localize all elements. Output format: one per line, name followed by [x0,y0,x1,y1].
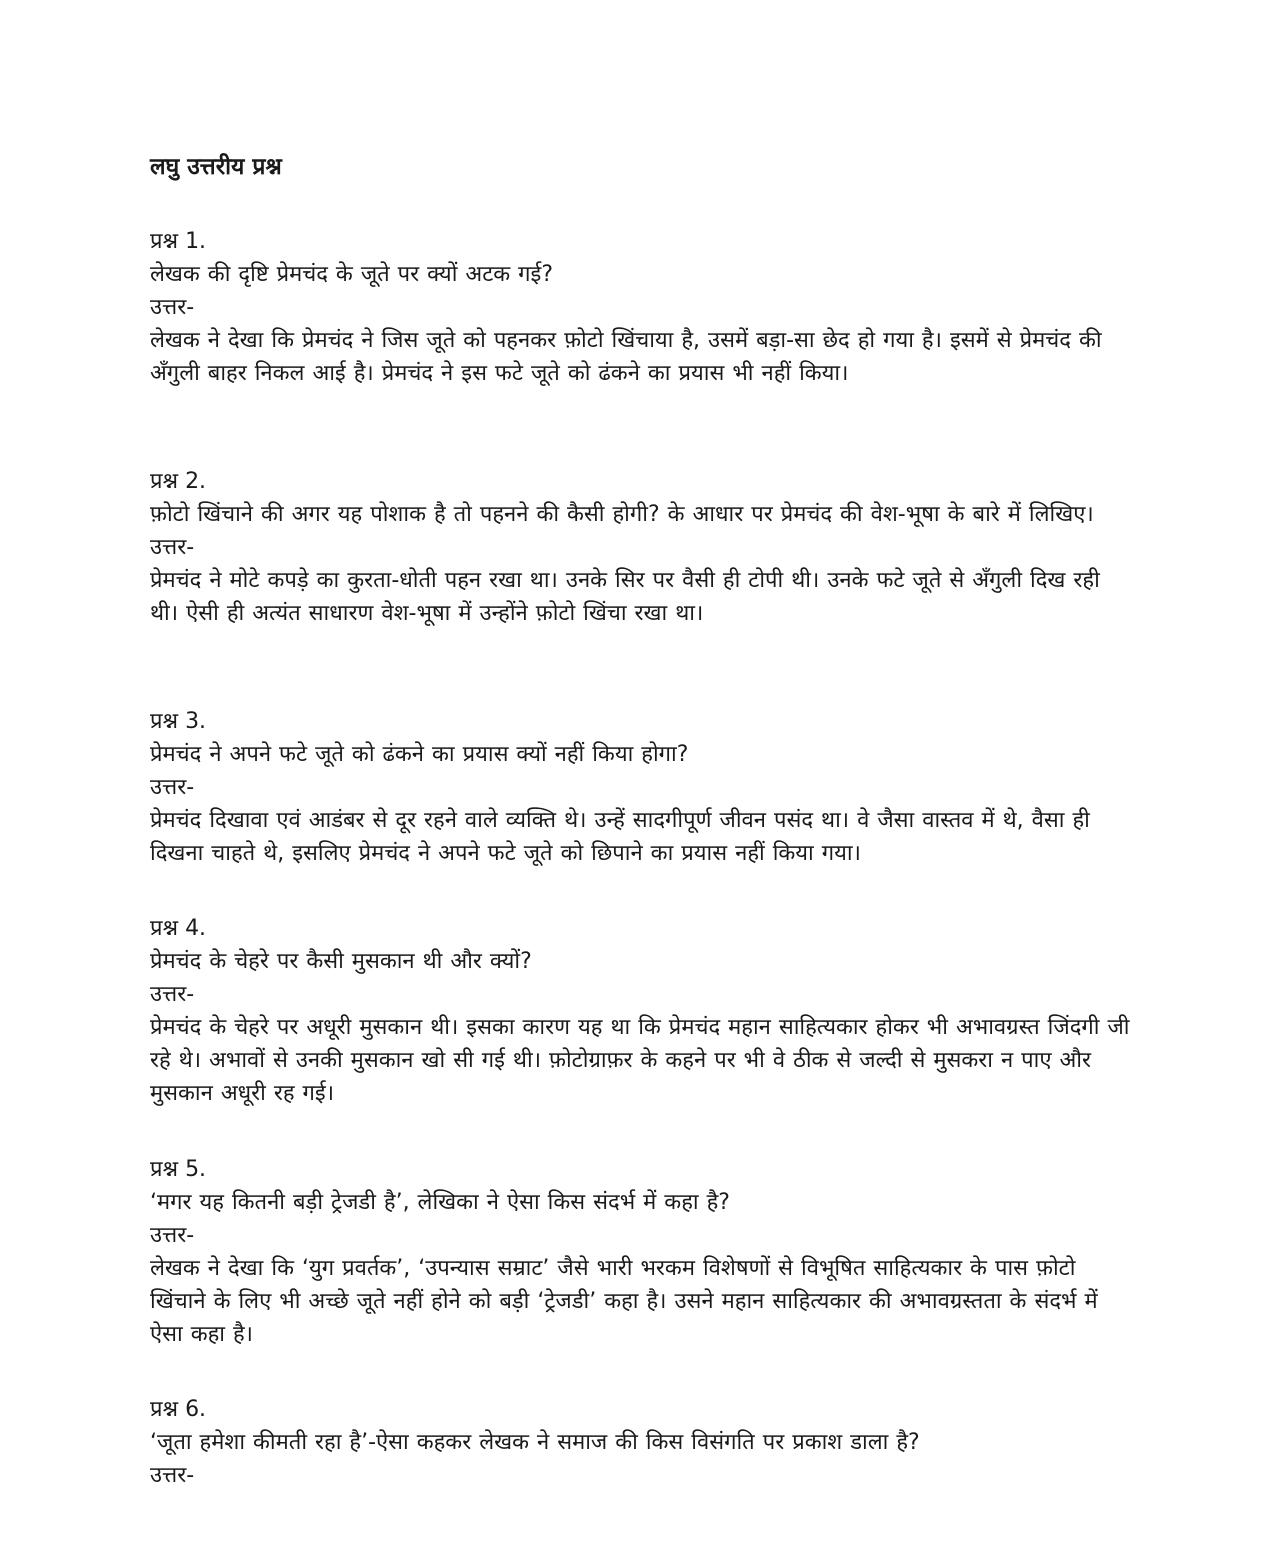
question-text: फ़ोटो खिंचाने की अगर यह पोशाक है तो पहनने की कैसी होगी? के आधार पर प्रेमचंद की वेश-भूषा के बारे में लिखिए। [150,502,1094,527]
answer-text: प्रेमचंद के चेहरे पर अधूरी मुसकान थी। इसका कारण यह था कि प्रेमचंद महान साहित्यकार होकर भी अभावग्रस्त जिंदगी जी रहे थे। अभावों से उनकी मुसकान खो सी गई थी। फ़ोटोग्राफ़र के कहने पर भी वे ठीक से जल्दी से मुसकरा न पाए और मुसकान अधूरी रह गई। [150,1015,1130,1106]
question-text: प्रेमचंद के चेहरे पर कैसी मुसकान थी और क्यों? [150,949,532,974]
answer-text: प्रेमचंद दिखावा एवं आडंबर से दूर रहने वाले व्यक्ति थे। उन्हें सादगीपूर्ण जीवन पसंद था। वे जैसा वास्तव में थे, वैसा ही दिखना चाहते थे, इसलिए प्रेमचंद ने अपने फटे जूते को छिपाने का प्रयास नहीं किया गया। [150,808,1090,866]
page-heading: लघु उत्तरीय प्रश्न [150,154,282,180]
question-block-1 [150,225,1135,390]
question-text: प्रेमचंद ने अपने फटे जूते को ढंकने का प्रयास क्यों नहीं किया होगा? [150,742,689,767]
question-text: ‘मगर यह कितनी बड़ी ट्रेजडी है’, लेखिका ने ऐसा किस संदर्भ में कहा है? [150,1190,730,1215]
question-number: प्रश्न 2. [150,469,207,494]
question-number: प्रश्न 3. [150,709,207,734]
answer-label: उत्तर- [150,535,195,560]
question-text: लेखक की दृष्टि प्रेमचंद के जूते पर क्यों अटक गई? [150,262,554,287]
question-number: प्रश्न 1. [150,229,207,254]
question-text: ‘जूता हमेशा कीमती रहा है’-ऐसा कहकर लेखक ने समाज की किस विसंगति पर प्रकाश डाला है? [150,1430,920,1455]
answer-label: उत्तर- [150,295,195,320]
question-number: प्रश्न 6. [150,1397,207,1422]
answer-text: प्रेमचंद ने मोटे कपड़े का कुरता-धोती पहन रखा था। उनके सिर पर वैसी ही टोपी थी। उनके फटे जूते से अँगुली दिख रही थी। ऐसी ही अत्यंत साधारण वेश-भूषा में उन्होंने फ़ोटो खिंचा रखा था। [150,568,1100,626]
answer-text: लेखक ने देखा कि प्रेमचंद ने जिस जूते को पहनकर फ़ोटो खिंचाया है, उसमें बड़ा-सा छेद हो गया है। इसमें से प्रेमचंद की अँगुली बाहर निकल आई है। प्रेमचंद ने इस फटे जूते को ढंकने का प्रयास भी नहीं किया। [150,328,1102,386]
answer-label: उत्तर- [150,775,195,800]
question-block-2 [150,465,1135,630]
question-block-6 [150,1393,1135,1492]
answer-text: लेखक ने देखा कि ‘युग प्रवर्तक’, ‘उपन्यास सम्राट’ जैसे भारी भरकम विशेषणों से विभूषित साहित्यकार के पास फ़ोटो खिंचाने के लिए भी अच्छे जूते नहीं होने को बड़ी ‘ट्रेजडी’ कहा है। उसने महान साहित्यकार की अभावग्रस्तता के संदर्भ में ऐसा कहा है। [150,1256,1098,1347]
answer-label: उत्तर- [150,1463,195,1488]
question-number: प्रश्न 5. [150,1157,207,1182]
answer-label: उत्तर- [150,1223,195,1248]
question-number: प्रश्न 4. [150,916,207,941]
question-block-4 [150,912,1135,1110]
answer-label: उत्तर- [150,982,195,1007]
question-block-5 [150,1153,1135,1351]
question-block-3 [150,705,1135,870]
